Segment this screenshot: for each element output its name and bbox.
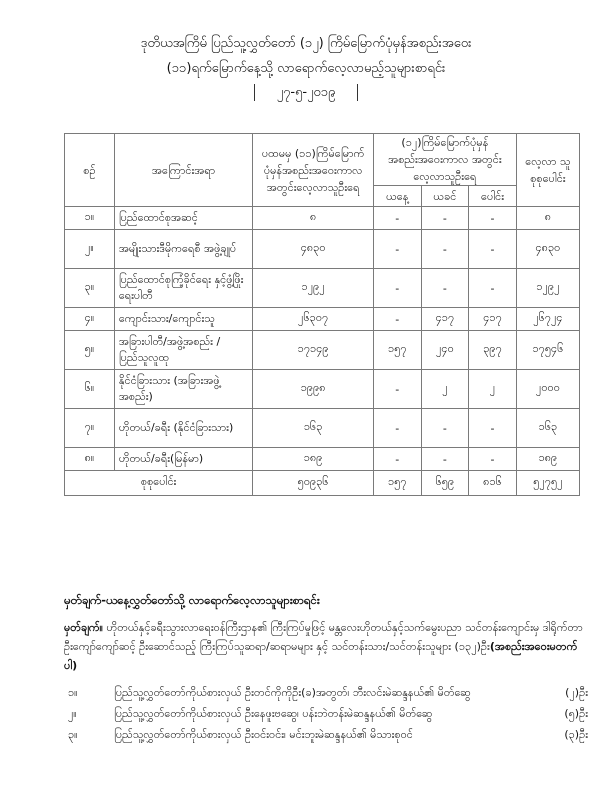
table-row bbox=[65, 370, 580, 409]
row-total: ၈ bbox=[516, 207, 579, 230]
row-prev: ၂၄၀ bbox=[421, 331, 469, 370]
row-prev: - bbox=[421, 448, 469, 471]
row-total: ၁၂၉၂ bbox=[516, 269, 579, 308]
row-prev: ၂ bbox=[421, 370, 469, 409]
date-line bbox=[0, 84, 612, 101]
row-first: ၁၂၉၂ bbox=[253, 269, 374, 308]
header-no: စဉ် bbox=[65, 134, 115, 207]
row-sum: - bbox=[469, 207, 517, 230]
row-no: ၆။ bbox=[65, 370, 115, 409]
row-first: ၁၇၁၄၉ bbox=[253, 331, 374, 370]
header-session12: (၁၂)ကြိမ်မြောက်ပုံမှန် အစည်းအဝေးကာလ အတွင်းလေ့လာသူဦးရေ bbox=[373, 134, 516, 186]
row-category: နိုင်ငံခြားသား (အခြားအဖွဲ့အစည်း) bbox=[114, 370, 252, 409]
row-prev: - bbox=[421, 230, 469, 269]
totals-prev: ၆၅၉ bbox=[421, 471, 469, 496]
row-sum: - bbox=[469, 230, 517, 269]
table-row bbox=[65, 409, 580, 448]
list-item-text: ပြည်သူ့လွှတ်တော်ကိုယ်စားလှယ် ဦးဝင်းဝင်း၊ မင်းဘူးမဲဆန္ဒနယ်၏ မိသားစုဝင် bbox=[114, 728, 413, 741]
row-today: - bbox=[373, 448, 421, 471]
totals-first: ၅၀၉၃၆ bbox=[253, 471, 374, 496]
list-item-count: (၅)ဦး bbox=[564, 707, 588, 720]
visitor-table bbox=[64, 133, 580, 496]
row-no: ၃။ bbox=[65, 269, 115, 308]
row-first: ၁၈၉ bbox=[253, 448, 374, 471]
row-sum: - bbox=[469, 409, 517, 448]
row-sum: ၄၁၇ bbox=[469, 308, 517, 331]
notes-label: မှတ်ချက်။ bbox=[64, 621, 104, 634]
row-category: အခြားပါတီ/အဖွဲ့အစည်း / ပြည်သူလူထု bbox=[114, 331, 252, 370]
table-row bbox=[65, 448, 580, 471]
list-item-no: ၃။ bbox=[68, 728, 78, 741]
row-today: - bbox=[373, 269, 421, 308]
row-prev: - bbox=[421, 269, 469, 308]
row-first: ၂၆၃၀၇ bbox=[253, 308, 374, 331]
row-no: ၅။ bbox=[65, 331, 115, 370]
table-row bbox=[65, 308, 580, 331]
list-item-count: (၂)ဦး bbox=[565, 686, 588, 699]
row-no: ၇။ bbox=[65, 409, 115, 448]
totals-row bbox=[65, 471, 580, 496]
row-first: ၁၉၉၈ bbox=[253, 370, 374, 409]
row-first: ၄၈၃၀ bbox=[253, 230, 374, 269]
header-sum: ပေါင်း bbox=[469, 186, 517, 207]
row-category: ပြည်ထောင်စုအဆင့် bbox=[114, 207, 252, 230]
visitor-list bbox=[64, 683, 588, 746]
table-row bbox=[65, 230, 580, 269]
row-today: - bbox=[373, 409, 421, 448]
list-item-count: (၃)ဦး bbox=[564, 728, 588, 741]
row-total: ၄၈၃၀ bbox=[516, 230, 579, 269]
row-sum: ၃၉၇ bbox=[469, 331, 517, 370]
document-title: ဒုတိယအကြိမ် ပြည်သူ့လွှတ်တော် (၁၂) ကြိမ်မြောက်ပုံမှန်အစည်းအဝေး bbox=[140, 36, 472, 51]
row-prev: - bbox=[421, 207, 469, 230]
row-sum: ၂ bbox=[469, 370, 517, 409]
totals-label: စုစုပေါင်း bbox=[65, 471, 253, 496]
list-item-text: ပြည်သူ့လွှတ်တော်ကိုယ်စားလှယ် ဦးနေဖူးဗဆွေ၊ ပန်းဘဲတန်းမဲဆန္ဒနယ်၏ မိတ်ဆွေ bbox=[114, 707, 433, 720]
list-item bbox=[64, 725, 588, 746]
row-category: အမျိုးသားဒီမိုကရေစီ အဖွဲ့ချုပ် bbox=[114, 230, 252, 269]
header-total: လေ့လာ သူ စုစုပေါင်း bbox=[516, 134, 579, 207]
header-today: ယနေ့ bbox=[373, 186, 421, 207]
row-category: ပြည်ထောင်စုကြံ့ခိုင်ရေး နှင့်ဖွံ့ဖြိုးရေးပါတီ bbox=[114, 269, 252, 308]
totals-total: ၅၂၇၅၂ bbox=[516, 471, 579, 496]
list-item-no: ၁။ bbox=[68, 686, 78, 699]
notes-body-bold: (အစည်းအဝေးမတက်ပါ) bbox=[64, 640, 578, 672]
row-prev: - bbox=[421, 409, 469, 448]
row-today: ၁၅၇ bbox=[373, 331, 421, 370]
totals-today: ၁၅၇ bbox=[373, 471, 421, 496]
row-no: ၂။ bbox=[65, 230, 115, 269]
header-first-period: ပထမမှ (၁၁)ကြိမ်မြောက် ပုံမှန်အစည်းအဝေးကာလ အတွင်းလေ့လာသူဦးရေ bbox=[253, 134, 374, 207]
row-first: ၁၆၃ bbox=[253, 409, 374, 448]
row-first: ၈ bbox=[253, 207, 374, 230]
row-category: ဟိုတယ်/ခရီး (နိုင်ငံခြားသား) bbox=[114, 409, 252, 448]
notes-paragraph bbox=[64, 618, 584, 675]
document-subtitle: (၁၁)ရက်မြောက်နေ့သို့ လာရောက်လေ့လာမည့်သူများစာရင်း bbox=[166, 61, 446, 76]
row-total: ၁၆၃ bbox=[516, 409, 579, 448]
document-date: ၂၇-၅-၂၀၁၉ bbox=[254, 84, 359, 101]
table-row bbox=[65, 269, 580, 308]
list-item-no: ၂။ bbox=[68, 707, 77, 720]
row-no: ၁။ bbox=[65, 207, 115, 230]
totals-sum: ၈၁၆ bbox=[469, 471, 517, 496]
table-row bbox=[65, 331, 580, 370]
row-total: ၁၇၅၄၆ bbox=[516, 331, 579, 370]
row-sum: - bbox=[469, 269, 517, 308]
row-no: ၄။ bbox=[65, 308, 115, 331]
list-item-text: ပြည်သူ့လွှတ်တော်ကိုယ်စားလှယ် ဦးတင်ကိုကိုဦး(ခ)အတွတ်၊ ဘီးလင်းမဲဆန္ဒနယ်၏ မိတ်ဆွေ bbox=[114, 686, 471, 699]
header-previous: ယခင် bbox=[421, 186, 469, 207]
list-item bbox=[64, 704, 588, 725]
row-prev: ၄၁၇ bbox=[421, 308, 469, 331]
notes-heading: မှတ်ချက်-ယနေ့လွှတ်တော်သို့ လာရောက်လေ့လာသူများစာရင်း bbox=[64, 593, 320, 607]
row-category: ဟိုတယ်/ခရီး(မြန်မာ) bbox=[114, 448, 252, 471]
list-item bbox=[64, 683, 588, 704]
row-total: ၂၀၀၀ bbox=[516, 370, 579, 409]
row-today: - bbox=[373, 207, 421, 230]
row-today: - bbox=[373, 370, 421, 409]
notes-body: ဟိုတယ်နှင့်ခရီးသွားလာရေးဝန်ကြီးဌာန၏ ကြီးကြပ်မှုဖြင့် မန္တလေးဟိုတယ်နှင့်သက်မွေးပညာ သင်တန်းကျောင်းမှ ဒါရိုက်တာဦးကျော်ကျော်ဆင့် ဦးဆောင်သည့် ကြီးကြပ်သူဆရာ/ဆရာမများ နှင့် သင်တန်းသား/သင်တန်းသူများ (၁၃၂)ဦး bbox=[64, 621, 583, 653]
row-total: ၂၆၇၂၄ bbox=[516, 308, 579, 331]
row-total: ၁၈၉ bbox=[516, 448, 579, 471]
row-today: - bbox=[373, 230, 421, 269]
table-row bbox=[65, 207, 580, 230]
row-today: - bbox=[373, 308, 421, 331]
row-no: ၈။ bbox=[65, 448, 115, 471]
row-sum: - bbox=[469, 448, 517, 471]
header-category: အကြောင်းအရာ bbox=[114, 134, 252, 207]
row-category: ကျောင်းသား/ကျောင်းသူ bbox=[114, 308, 252, 331]
